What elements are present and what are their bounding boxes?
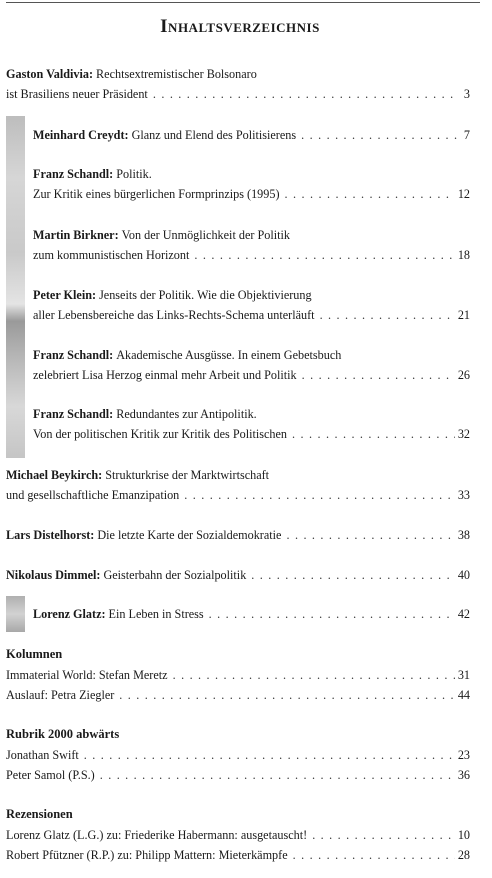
page-number: 40 — [457, 568, 470, 582]
entry-author: Franz Schandl: — [33, 348, 114, 362]
dot-leader — [286, 525, 454, 545]
entry-title: Strukturkrise der Marktwirtschaft — [105, 468, 270, 482]
decorative-photo-strip — [6, 116, 25, 458]
toc-entry[interactable] — [33, 604, 470, 624]
entry-title-cont: zelebriert Lisa Herzog einmal mehr Arbeit und Politik — [33, 368, 297, 382]
entry-title: Politik. — [116, 167, 152, 181]
entry-title: Geisterbahn der Sozialpolitik — [103, 568, 247, 582]
entry-author: Martin Birkner: — [33, 228, 119, 242]
toc-entry[interactable] — [6, 525, 470, 545]
dot-leader — [293, 845, 455, 865]
toc-entry[interactable] — [6, 745, 470, 765]
entry-title-cont: aller Lebensbereiche das Links-Rechts-Schema unterläuft — [33, 308, 315, 322]
entry-title: Von der Unmöglichkeit der Politik — [121, 228, 290, 242]
page-number: 33 — [457, 488, 470, 502]
toc-entry[interactable] — [6, 845, 470, 865]
dot-leader — [153, 84, 459, 104]
dot-leader — [285, 184, 455, 204]
section-heading: Rubrik 2000 abwärts — [6, 727, 120, 741]
dot-leader — [184, 485, 455, 505]
entry-title-cont: und gesellschaftliche Emanzipation — [6, 488, 180, 502]
entry-title-cont: Zur Kritik eines bürgerlichen Formprinzips (1995) — [33, 187, 280, 201]
toc-entry[interactable] — [6, 565, 470, 585]
entry-author: Peter Klein: — [33, 288, 97, 302]
entry-title: Lorenz Glatz (L.G.) zu: Friederike Habermann: ausgetauscht! — [6, 828, 308, 842]
page-number: 32 — [457, 427, 470, 441]
entry-author: Franz Schandl: — [33, 407, 114, 421]
entry-title-cont: Von der politischen Kritik zur Kritik des Politischen — [33, 427, 287, 441]
page-number: 44 — [457, 688, 470, 702]
dot-leader — [119, 685, 455, 705]
dot-leader — [301, 125, 459, 145]
toc-entry[interactable] — [33, 164, 470, 204]
dot-leader — [173, 665, 455, 685]
dot-leader — [292, 424, 455, 444]
entry-author: Lars Distelhorst: — [6, 528, 95, 542]
entry-title: Ein Leben in Stress — [108, 607, 204, 621]
entry-title: Glanz und Elend des Politisierens — [131, 128, 297, 142]
page-number: 42 — [457, 607, 470, 621]
page-number: 23 — [457, 748, 470, 762]
entry-title-cont: zum kommunistischen Horizont — [33, 248, 190, 262]
entry-title: Jonathan Swift — [6, 748, 79, 762]
entry-title: Immaterial World: Stefan Meretz — [6, 668, 168, 682]
dot-leader — [209, 604, 455, 624]
entry-author: Nikolaus Dimmel: — [6, 568, 101, 582]
dot-leader — [100, 765, 455, 785]
toc-entry[interactable] — [6, 765, 470, 785]
toc-entry[interactable] — [33, 285, 470, 325]
page-number: 7 — [463, 128, 470, 142]
page-number: 21 — [457, 308, 470, 322]
entry-author: Meinhard Creydt: — [33, 128, 129, 142]
entry-title-cont: ist Brasiliens neuer Präsident — [6, 87, 148, 101]
toc-entry[interactable] — [33, 125, 470, 145]
decorative-photo-strip-small — [6, 596, 25, 632]
page-number: 38 — [457, 528, 470, 542]
top-rule — [6, 2, 480, 3]
dot-leader — [194, 245, 454, 265]
dot-leader — [320, 305, 455, 325]
dot-leader — [312, 825, 455, 845]
toc-entry[interactable] — [33, 225, 470, 265]
toc-entry[interactable] — [6, 465, 470, 505]
page-number: 26 — [457, 368, 470, 382]
page-number: 3 — [463, 87, 470, 101]
page-number: 36 — [457, 768, 470, 782]
toc-entry[interactable] — [6, 685, 470, 705]
entry-title: Robert Pfützner (R.P.) zu: Philipp Mattern: Mieterkämpfe — [6, 848, 288, 862]
page-number: 10 — [457, 828, 470, 842]
dot-leader — [302, 365, 455, 385]
entry-title: Akademische Ausgüsse. In einem Gebetsbuch — [116, 348, 342, 362]
entry-title: Auslauf: Petra Ziegler — [6, 688, 115, 702]
toc-entry[interactable] — [33, 345, 470, 385]
entry-author: Michael Beykirch: — [6, 468, 103, 482]
toc-entry[interactable] — [6, 64, 470, 104]
dot-leader — [251, 565, 455, 585]
entry-title: Jenseits der Politik. Wie die Objektivierung — [99, 288, 312, 302]
entry-title: Peter Samol (P.S.) — [6, 768, 95, 782]
toc-entry[interactable] — [33, 404, 470, 444]
page-number: 31 — [457, 668, 470, 682]
section-heading: Kolumnen — [6, 647, 63, 661]
entry-title: Die letzte Karte der Sozialdemokratie — [97, 528, 282, 542]
entry-author: Gaston Valdivia: — [6, 67, 94, 81]
entry-title: Redundantes zur Antipolitik. — [116, 407, 257, 421]
section-heading: Rezensionen — [6, 807, 73, 821]
toc-entry[interactable] — [6, 665, 470, 685]
page-number: 12 — [457, 187, 470, 201]
entry-author: Lorenz Glatz: — [33, 607, 106, 621]
page-title: Inhaltsverzeichnis — [160, 16, 320, 37]
toc-entry[interactable] — [6, 825, 470, 845]
page-number: 18 — [457, 248, 470, 262]
dot-leader — [84, 745, 455, 765]
entry-title: Rechtsextremistischer Bolsonaro — [96, 67, 257, 81]
page-number: 28 — [457, 848, 470, 862]
entry-author: Franz Schandl: — [33, 167, 114, 181]
